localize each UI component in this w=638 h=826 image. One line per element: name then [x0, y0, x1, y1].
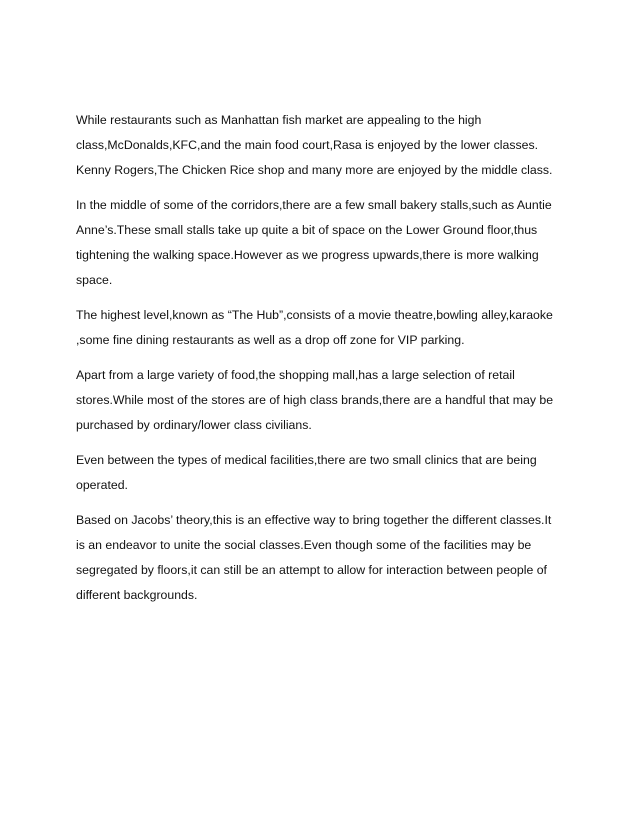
text-line: is an endeavor to unite the social classes.Even though some of the facilities may be	[76, 538, 532, 552]
text-line: different backgrounds.	[76, 588, 198, 602]
text-line: Based on Jacobs’ theory,this is an effective way to bring together the different classes.It	[76, 513, 552, 527]
text-line: Apart from a large variety of food,the shopping mall,has a large selection of retail	[76, 368, 515, 382]
text-line: class,McDonalds,KFC,and the main food court,Rasa is enjoyed by the lower classes.	[76, 138, 539, 152]
paragraph-2	[76, 193, 576, 293]
text-line: tightening the walking space.However as we progress upwards,there is more walking	[76, 248, 539, 262]
paragraph-5	[76, 448, 576, 498]
text-line: Kenny Rogers,The Chicken Rice shop and many more are enjoyed by the middle class.	[76, 163, 553, 177]
paragraph-1	[76, 108, 576, 183]
text-line: segregated by floors,it can still be an attempt to allow for interaction between people of	[76, 563, 547, 577]
text-line: space.	[76, 273, 113, 287]
text-line: operated.	[76, 478, 128, 492]
text-line: Anne’s.These small stalls take up quite a bit of space on the Lower Ground floor,thus	[76, 223, 538, 237]
text-line: In the middle of some of the corridors,there are a few small bakery stalls,such as Auntie	[76, 198, 552, 212]
text-line: Even between the types of medical facilities,there are two small clinics that are being	[76, 453, 537, 467]
paragraph-3	[76, 303, 576, 353]
text-line: purchased by ordinary/lower class civilians.	[76, 418, 312, 432]
text-line: stores.While most of the stores are of high class brands,there are a handful that may be	[76, 393, 554, 407]
text-line: While restaurants such as Manhattan fish market are appealing to the high	[76, 113, 482, 127]
document-body	[76, 108, 576, 618]
text-line: The highest level,known as “The Hub”,consists of a movie theatre,bowling alley,karaoke	[76, 308, 553, 322]
text-line: ,some fine dining restaurants as well as a drop off zone for VIP parking.	[76, 333, 465, 347]
paragraph-6	[76, 508, 576, 608]
paragraph-4	[76, 363, 576, 438]
